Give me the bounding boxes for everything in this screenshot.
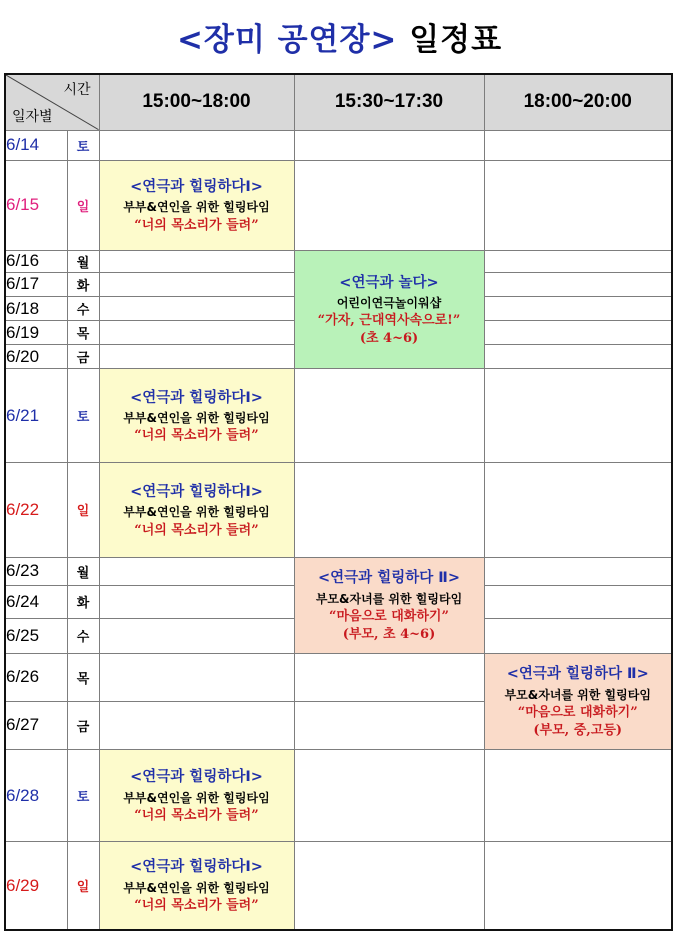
event-audience: (부모, 중,고등) xyxy=(533,722,623,738)
empty-cell xyxy=(294,130,484,160)
event-title: <연극과 힐링하다Ⅰ> xyxy=(130,769,263,786)
date-cell: 6/28 xyxy=(5,749,67,841)
day-cell: 토 xyxy=(67,130,99,160)
event-subtitle: 어린이연극놀이워샵 xyxy=(336,295,442,310)
event-title: <연극과 힐링하다Ⅰ> xyxy=(130,483,263,500)
date-cell: 6/24 xyxy=(5,585,67,618)
empty-cell xyxy=(484,557,672,585)
empty-cell xyxy=(99,585,294,618)
empty-cell xyxy=(484,296,672,320)
date-cell: 6/22 xyxy=(5,463,67,557)
empty-cell xyxy=(484,160,672,250)
event-quote: “너의 목소리가 들려” xyxy=(134,217,259,233)
event-quote: “너의 목소리가 들려” xyxy=(134,428,259,444)
event-title: <연극과 힐링하다Ⅰ> xyxy=(130,179,263,196)
empty-cell xyxy=(484,130,672,160)
page-title xyxy=(0,14,679,59)
day-cell: 금 xyxy=(67,345,99,369)
table-row xyxy=(5,653,672,701)
event-play xyxy=(294,250,484,368)
event-title: <연극과 놀다> xyxy=(339,274,439,291)
empty-cell xyxy=(294,653,484,701)
empty-cell xyxy=(99,130,294,160)
date-cell: 6/15 xyxy=(5,160,67,250)
event-quote: “너의 목소리가 들려” xyxy=(134,898,259,914)
empty-cell xyxy=(99,345,294,369)
empty-cell xyxy=(484,345,672,369)
empty-cell xyxy=(99,653,294,701)
event-title: <연극과 힐링하다 Ⅱ> xyxy=(506,666,649,683)
day-cell: 토 xyxy=(67,369,99,463)
event-subtitle: 부모&자녀를 위한 힐링타임 xyxy=(504,687,651,702)
slot-header-1: 15:00~18:00 xyxy=(99,74,294,130)
event-quote: “너의 목소리가 들려” xyxy=(134,808,259,824)
title-suffix: 일정표 xyxy=(409,22,503,58)
day-cell: 월 xyxy=(67,557,99,585)
empty-cell xyxy=(294,369,484,463)
corner-time-label: 시간 xyxy=(63,82,91,98)
event-audience: (부모, 초 4~6) xyxy=(342,626,436,642)
table-row xyxy=(5,463,672,557)
empty-cell xyxy=(99,618,294,653)
event-healing-1 xyxy=(99,842,294,930)
empty-cell xyxy=(99,250,294,272)
day-cell: 목 xyxy=(67,653,99,701)
table-row xyxy=(5,250,672,272)
event-healing-1 xyxy=(99,369,294,463)
table-row xyxy=(5,557,672,585)
event-healing-1 xyxy=(99,160,294,250)
venue-name: <장미 공연장> xyxy=(176,22,398,58)
empty-cell xyxy=(484,463,672,557)
event-subtitle: 부부&연인을 위한 힐링타임 xyxy=(123,880,270,895)
event-quote: “너의 목소리가 들려” xyxy=(134,522,259,538)
event-subtitle: 부모&자녀를 위한 힐링타임 xyxy=(315,591,463,606)
event-subtitle: 부부&연인을 위한 힐링타임 xyxy=(123,410,270,425)
empty-cell xyxy=(294,842,484,930)
event-quote: “마음으로 대화하기” xyxy=(517,705,638,721)
event-subtitle: 부부&연인을 위한 힐링타임 xyxy=(123,790,270,805)
corner-header xyxy=(5,74,99,130)
date-cell: 6/19 xyxy=(5,321,67,345)
empty-cell xyxy=(294,749,484,841)
day-cell: 월 xyxy=(67,250,99,272)
corner-date-label: 일자별 xyxy=(12,108,53,125)
date-cell: 6/26 xyxy=(5,653,67,701)
slot-header-3: 18:00~20:00 xyxy=(484,74,672,130)
date-cell: 6/17 xyxy=(5,272,67,296)
date-cell: 6/23 xyxy=(5,557,67,585)
empty-cell xyxy=(99,701,294,749)
day-cell: 일 xyxy=(67,160,99,250)
day-cell: 화 xyxy=(67,585,99,618)
event-healing-1 xyxy=(99,463,294,557)
event-healing-2-teens xyxy=(484,653,672,749)
empty-cell xyxy=(484,749,672,841)
empty-cell xyxy=(484,842,672,930)
date-cell: 6/25 xyxy=(5,618,67,653)
empty-cell xyxy=(99,272,294,296)
event-subtitle: 부부&연인을 위한 힐링타임 xyxy=(123,200,270,215)
table-row xyxy=(5,749,672,841)
event-quote: “가자, 근대역사속으로!” xyxy=(317,313,461,329)
empty-cell xyxy=(294,463,484,557)
table-row xyxy=(5,160,672,250)
empty-cell xyxy=(294,160,484,250)
table-row xyxy=(5,130,672,160)
table-row xyxy=(5,842,672,930)
table-row xyxy=(5,369,672,463)
event-title: <연극과 힐링하다Ⅰ> xyxy=(130,859,263,876)
empty-cell xyxy=(484,585,672,618)
schedule-table xyxy=(4,73,673,931)
day-cell: 목 xyxy=(67,321,99,345)
event-title: <연극과 힐링하다 Ⅱ> xyxy=(318,570,460,587)
day-cell: 수 xyxy=(67,296,99,320)
date-cell: 6/16 xyxy=(5,250,67,272)
event-healing-2-children xyxy=(294,557,484,653)
date-cell: 6/21 xyxy=(5,369,67,463)
empty-cell xyxy=(484,369,672,463)
date-cell: 6/27 xyxy=(5,701,67,749)
empty-cell xyxy=(99,321,294,345)
empty-cell xyxy=(484,618,672,653)
day-cell: 일 xyxy=(67,842,99,930)
day-cell: 금 xyxy=(67,701,99,749)
event-subtitle: 부부&연인을 위한 힐링타임 xyxy=(123,505,270,520)
date-cell: 6/29 xyxy=(5,842,67,930)
date-cell: 6/14 xyxy=(5,130,67,160)
date-cell: 6/20 xyxy=(5,345,67,369)
date-cell: 6/18 xyxy=(5,296,67,320)
event-audience: (초 4~6) xyxy=(359,330,419,346)
event-quote: “마음으로 대화하기” xyxy=(329,608,449,624)
header-row xyxy=(5,74,672,130)
day-cell: 화 xyxy=(67,272,99,296)
day-cell: 수 xyxy=(67,618,99,653)
day-cell: 토 xyxy=(67,749,99,841)
event-healing-1 xyxy=(99,749,294,841)
empty-cell xyxy=(484,321,672,345)
event-title: <연극과 힐링하다Ⅰ> xyxy=(130,389,263,406)
empty-cell xyxy=(99,296,294,320)
slot-header-2: 15:30~17:30 xyxy=(294,74,484,130)
empty-cell xyxy=(294,701,484,749)
empty-cell xyxy=(484,272,672,296)
day-cell: 일 xyxy=(67,463,99,557)
empty-cell xyxy=(99,557,294,585)
empty-cell xyxy=(484,250,672,272)
